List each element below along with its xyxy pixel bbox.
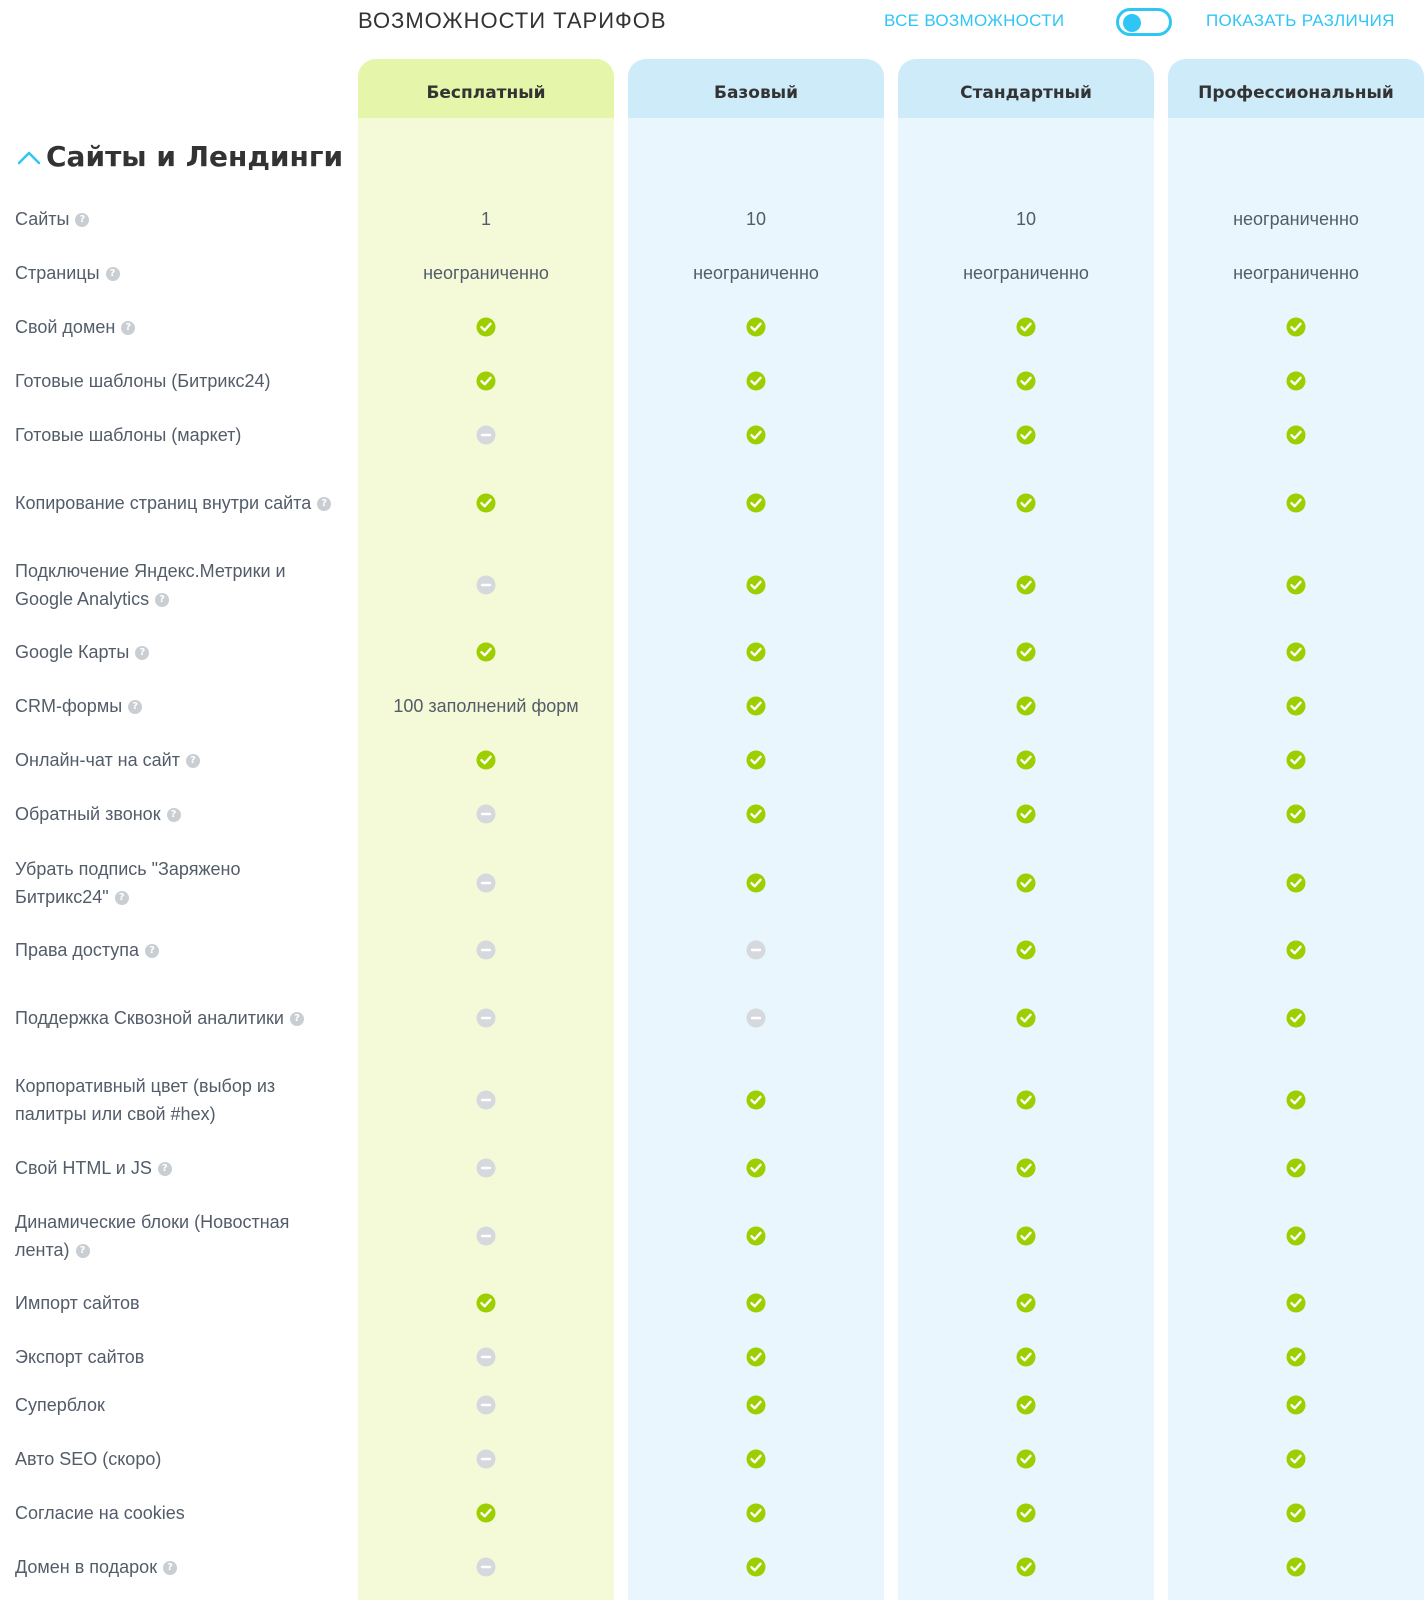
minus-icon	[476, 940, 496, 960]
help-icon[interactable]: ?	[128, 700, 142, 714]
plan-cell	[898, 730, 1154, 790]
chevron-up-icon	[16, 144, 42, 170]
help-icon[interactable]: ?	[76, 1244, 90, 1258]
feature-row	[0, 1483, 1428, 1543]
feature-label-text: Динамические блоки (Новостная лента)	[15, 1212, 290, 1260]
plan-cell	[358, 405, 614, 465]
check-icon	[1286, 1226, 1306, 1246]
feature-label-text: Корпоративный цвет (выбор из палитры или свой #hex)	[15, 1076, 276, 1124]
plan-cell	[358, 1273, 614, 1333]
plan-cell	[628, 784, 884, 844]
feature-row	[0, 920, 1428, 980]
feature-label	[15, 936, 335, 964]
feature-label-text: Копирование страниц внутри сайта	[15, 493, 312, 513]
check-icon	[1286, 1503, 1306, 1523]
feature-row	[0, 784, 1428, 844]
plan-cell	[898, 1483, 1154, 1543]
check-icon	[1016, 1226, 1036, 1246]
check-icon	[1286, 750, 1306, 770]
all-features-link[interactable]: ВСЕ ВОЗМОЖНОСТИ	[884, 11, 1065, 30]
check-icon	[746, 1226, 766, 1246]
check-icon	[746, 1557, 766, 1577]
plan-cell	[898, 1273, 1154, 1333]
help-icon[interactable]: ?	[145, 944, 159, 958]
plan-cell	[898, 1375, 1154, 1435]
feature-label-text: Поддержка Сквозной аналитики	[15, 1008, 284, 1028]
feature-row	[0, 1429, 1428, 1489]
plan-cell	[628, 1070, 884, 1130]
plan-cell	[628, 920, 884, 980]
check-icon	[746, 1293, 766, 1313]
plan-cell	[1168, 351, 1424, 411]
feature-label	[15, 205, 335, 233]
feature-label-text: Сайты	[15, 209, 70, 229]
feature-label-text: Права доступа	[15, 940, 140, 960]
plan-header-standard: Стандартный	[898, 59, 1154, 118]
feature-row	[0, 1273, 1428, 1333]
feature-label	[15, 1072, 335, 1128]
plan-cell	[898, 1070, 1154, 1130]
check-icon	[746, 642, 766, 662]
check-icon	[1286, 1557, 1306, 1577]
check-icon	[1286, 1395, 1306, 1415]
feature-label-text: Домен в подарок	[15, 1557, 158, 1577]
plan-cell	[898, 622, 1154, 682]
check-icon	[1016, 642, 1036, 662]
plan-cell	[628, 189, 884, 249]
check-icon	[746, 1158, 766, 1178]
check-icon	[1016, 1557, 1036, 1577]
feature-label-text: Суперблок	[15, 1395, 105, 1415]
feature-label	[15, 489, 335, 517]
plan-cell	[1168, 730, 1424, 790]
feature-label-text: Подключение Яндекс.Метрики и Google Analytics	[15, 561, 286, 609]
check-icon	[746, 750, 766, 770]
feature-label-text: Обратный звонок	[15, 804, 161, 824]
plan-cell	[1168, 189, 1424, 249]
check-icon	[1016, 1449, 1036, 1469]
check-icon	[1016, 750, 1036, 770]
check-icon	[1286, 1347, 1306, 1367]
plan-cell	[358, 1138, 614, 1198]
feature-row	[0, 1138, 1428, 1198]
plan-header-professional: Профессиональный	[1168, 59, 1424, 118]
plan-cell	[898, 243, 1154, 303]
feature-label-text: Онлайн-чат на сайт	[15, 750, 180, 770]
minus-icon	[476, 1158, 496, 1178]
feature-label	[15, 855, 335, 911]
feature-label	[15, 313, 335, 341]
check-icon	[1016, 804, 1036, 824]
check-icon	[1016, 575, 1036, 595]
feature-label	[15, 1343, 335, 1371]
check-icon	[746, 1449, 766, 1469]
check-icon	[1286, 940, 1306, 960]
plan-cell	[898, 676, 1154, 736]
minus-icon	[746, 940, 766, 960]
feature-row	[0, 1537, 1428, 1597]
help-icon[interactable]: ?	[135, 646, 149, 660]
plan-cell	[1168, 1537, 1424, 1597]
plan-cell	[1168, 297, 1424, 357]
plan-cell-value: неограниченно	[423, 262, 549, 283]
plan-cell	[628, 297, 884, 357]
check-icon	[1286, 425, 1306, 445]
help-icon[interactable]: ?	[155, 593, 169, 607]
feature-label	[15, 1154, 335, 1182]
plan-cell	[1168, 1138, 1424, 1198]
feature-label	[15, 421, 335, 449]
feature-label	[15, 1499, 335, 1527]
plan-cell-value: неограниченно	[1233, 262, 1359, 283]
minus-icon	[476, 873, 496, 893]
check-icon	[1286, 1090, 1306, 1110]
plan-cell-value: 10	[745, 208, 767, 229]
help-icon[interactable]: ?	[115, 891, 129, 905]
plan-cell	[358, 1070, 614, 1130]
show-differences-link[interactable]: ПОКАЗАТЬ РАЗЛИЧИЯ	[1206, 11, 1395, 30]
plan-cell	[358, 297, 614, 357]
feature-row	[0, 676, 1428, 736]
feature-label	[15, 367, 335, 395]
plan-cell	[628, 1138, 884, 1198]
minus-icon	[746, 1008, 766, 1028]
plan-cell	[628, 473, 884, 533]
check-icon	[1016, 371, 1036, 391]
feature-row	[0, 243, 1428, 303]
check-icon	[1016, 1008, 1036, 1028]
help-icon[interactable]: ?	[163, 1561, 177, 1575]
check-icon	[746, 1347, 766, 1367]
check-icon	[1286, 1293, 1306, 1313]
feature-row	[0, 1070, 1428, 1130]
plan-cell	[628, 405, 884, 465]
plan-cell	[358, 351, 614, 411]
check-icon	[1016, 696, 1036, 716]
plan-cell	[628, 988, 884, 1048]
minus-icon	[476, 1557, 496, 1577]
feature-label	[15, 638, 335, 666]
feature-label-text: Свой домен	[15, 317, 116, 337]
check-icon	[746, 804, 766, 824]
plan-cell	[898, 1429, 1154, 1489]
plan-cell	[1168, 555, 1424, 615]
feature-label-text: Свой HTML и JS	[15, 1158, 152, 1178]
plan-cell	[898, 189, 1154, 249]
plan-cell	[358, 730, 614, 790]
check-icon	[1016, 1090, 1036, 1110]
check-icon	[1286, 873, 1306, 893]
plan-cell	[898, 473, 1154, 533]
plan-cell	[1168, 622, 1424, 682]
plan-cell	[1168, 676, 1424, 736]
check-icon	[476, 642, 496, 662]
section-title: Сайты и Лендинги	[46, 140, 344, 173]
plan-cell	[358, 1375, 614, 1435]
plan-cell	[1168, 1375, 1424, 1435]
minus-icon	[476, 1008, 496, 1028]
check-icon	[746, 493, 766, 513]
help-icon[interactable]: ?	[186, 754, 200, 768]
plan-cell	[898, 1206, 1154, 1266]
check-icon	[746, 1395, 766, 1415]
check-icon	[476, 317, 496, 337]
plan-cell	[898, 1537, 1154, 1597]
feature-row	[0, 297, 1428, 357]
feature-label	[15, 557, 335, 613]
check-icon	[1016, 317, 1036, 337]
feature-row	[0, 1206, 1428, 1266]
check-icon	[1286, 1008, 1306, 1028]
check-icon	[1016, 1158, 1036, 1178]
feature-row	[0, 853, 1428, 913]
plan-cell	[898, 555, 1154, 615]
feature-label	[15, 1391, 335, 1419]
check-icon	[1016, 425, 1036, 445]
plan-cell	[358, 189, 614, 249]
plan-cell	[628, 555, 884, 615]
plan-cell	[358, 555, 614, 615]
plan-cell	[628, 730, 884, 790]
plan-cell	[358, 1429, 614, 1489]
feature-label-text: Импорт сайтов	[15, 1293, 140, 1313]
feature-label-text: Убрать подпись "Заряжено Битрикс24"	[15, 859, 241, 907]
feature-row	[0, 189, 1428, 249]
help-icon[interactable]: ?	[106, 267, 120, 281]
toggle-knob	[1123, 14, 1141, 32]
plan-cell	[1168, 1206, 1424, 1266]
minus-icon	[476, 1347, 496, 1367]
feature-label	[15, 1553, 335, 1581]
plan-header-basic: Базовый	[628, 59, 884, 118]
minus-icon	[476, 1226, 496, 1246]
feature-label-text: Согласие на cookies	[15, 1503, 185, 1523]
feature-row	[0, 555, 1428, 615]
check-icon	[1286, 804, 1306, 824]
feature-label	[15, 746, 335, 774]
feature-label-text: Страницы	[15, 263, 100, 283]
plan-cell-value: неограниченно	[963, 262, 1089, 283]
plan-cell	[358, 243, 614, 303]
feature-label	[15, 692, 335, 720]
minus-icon	[476, 1395, 496, 1415]
plan-cell	[898, 1138, 1154, 1198]
plan-cell	[898, 784, 1154, 844]
plan-cell	[1168, 473, 1424, 533]
check-icon	[746, 575, 766, 595]
check-icon	[1016, 940, 1036, 960]
plan-header-free: Бесплатный	[358, 59, 614, 118]
plan-cell	[358, 622, 614, 682]
help-icon[interactable]: ?	[121, 321, 135, 335]
plan-cell	[1168, 988, 1424, 1048]
help-icon[interactable]: ?	[167, 808, 181, 822]
feature-row	[0, 730, 1428, 790]
plan-cell	[358, 1206, 614, 1266]
plan-cell	[898, 853, 1154, 913]
minus-icon	[476, 575, 496, 595]
feature-label-text: Готовые шаблоны (маркет)	[15, 425, 242, 445]
plan-cell-value: неограниченно	[693, 262, 819, 283]
plan-cell	[628, 1537, 884, 1597]
plan-cell-value: 100 заполнений форм	[393, 695, 579, 716]
minus-icon	[476, 1449, 496, 1469]
plan-cell	[628, 622, 884, 682]
plan-cell	[358, 473, 614, 533]
check-icon	[1016, 1347, 1036, 1367]
feature-row	[0, 1375, 1428, 1435]
page-title: ВОЗМОЖНОСТИ ТАРИФОВ	[358, 8, 667, 33]
section-header[interactable]	[16, 140, 343, 173]
check-icon	[1286, 1449, 1306, 1469]
feature-label-text: CRM-формы	[15, 696, 123, 716]
plan-cell	[898, 297, 1154, 357]
plan-cell-value: 1	[480, 208, 491, 229]
help-icon[interactable]: ?	[75, 213, 89, 227]
check-icon	[746, 696, 766, 716]
check-icon	[1286, 575, 1306, 595]
check-icon	[476, 1293, 496, 1313]
check-icon	[1286, 493, 1306, 513]
plan-cell	[628, 243, 884, 303]
help-icon[interactable]: ?	[317, 497, 331, 511]
check-icon	[1286, 371, 1306, 391]
feature-row	[0, 622, 1428, 682]
check-icon	[1016, 1395, 1036, 1415]
plan-cell	[358, 784, 614, 844]
check-icon	[1286, 642, 1306, 662]
plan-cell	[628, 676, 884, 736]
feature-label	[15, 1289, 335, 1317]
check-icon	[746, 873, 766, 893]
check-icon	[1016, 873, 1036, 893]
features-toggle[interactable]	[1116, 8, 1172, 36]
feature-label	[15, 800, 335, 828]
plan-cell	[898, 405, 1154, 465]
plan-cell	[1168, 243, 1424, 303]
feature-label-text: Готовые шаблоны (Битрикс24)	[15, 371, 271, 391]
feature-row	[0, 351, 1428, 411]
feature-label-text: Google Карты	[15, 642, 130, 662]
check-icon	[1016, 493, 1036, 513]
plan-cell	[628, 351, 884, 411]
check-icon	[1286, 696, 1306, 716]
plan-cell	[1168, 853, 1424, 913]
feature-label-text: Экспорт сайтов	[15, 1347, 145, 1367]
check-icon	[476, 1503, 496, 1523]
check-icon	[476, 493, 496, 513]
check-icon	[476, 750, 496, 770]
plan-cell	[1168, 1070, 1424, 1130]
plan-cell	[358, 676, 614, 736]
feature-label	[15, 1208, 335, 1264]
feature-row	[0, 473, 1428, 533]
check-icon	[746, 1503, 766, 1523]
help-icon[interactable]: ?	[290, 1012, 304, 1026]
check-icon	[1016, 1293, 1036, 1313]
plan-cell	[358, 853, 614, 913]
minus-icon	[476, 1090, 496, 1110]
feature-label	[15, 1445, 335, 1473]
check-icon	[746, 317, 766, 337]
plan-cell-value: неограниченно	[1233, 208, 1359, 229]
plan-cell	[898, 988, 1154, 1048]
plan-cell	[628, 853, 884, 913]
check-icon	[746, 1090, 766, 1110]
plan-cell	[628, 1206, 884, 1266]
plan-cell	[358, 988, 614, 1048]
plan-cell	[1168, 784, 1424, 844]
plan-cell	[898, 351, 1154, 411]
minus-icon	[476, 804, 496, 824]
feature-row	[0, 405, 1428, 465]
plan-cell	[1168, 1429, 1424, 1489]
plan-cell	[1168, 1273, 1424, 1333]
plan-cell	[628, 1429, 884, 1489]
plan-cell	[1168, 405, 1424, 465]
plan-cell	[358, 1537, 614, 1597]
feature-label	[15, 1004, 335, 1032]
plan-cell	[1168, 1483, 1424, 1543]
plan-cell	[1168, 920, 1424, 980]
check-icon	[1016, 1503, 1036, 1523]
plan-cell	[628, 1273, 884, 1333]
check-icon	[746, 371, 766, 391]
check-icon	[746, 425, 766, 445]
minus-icon	[476, 425, 496, 445]
check-icon	[1286, 1158, 1306, 1178]
check-icon	[1286, 317, 1306, 337]
plan-cell	[898, 920, 1154, 980]
plan-cell	[358, 1483, 614, 1543]
feature-row	[0, 988, 1428, 1048]
check-icon	[476, 371, 496, 391]
feature-label-text: Авто SEO (скоро)	[15, 1449, 162, 1469]
plan-cell	[628, 1375, 884, 1435]
plan-cell	[358, 920, 614, 980]
plan-cell	[628, 1483, 884, 1543]
help-icon[interactable]: ?	[158, 1162, 172, 1176]
feature-label	[15, 259, 335, 287]
plan-cell-value: 10	[1015, 208, 1037, 229]
